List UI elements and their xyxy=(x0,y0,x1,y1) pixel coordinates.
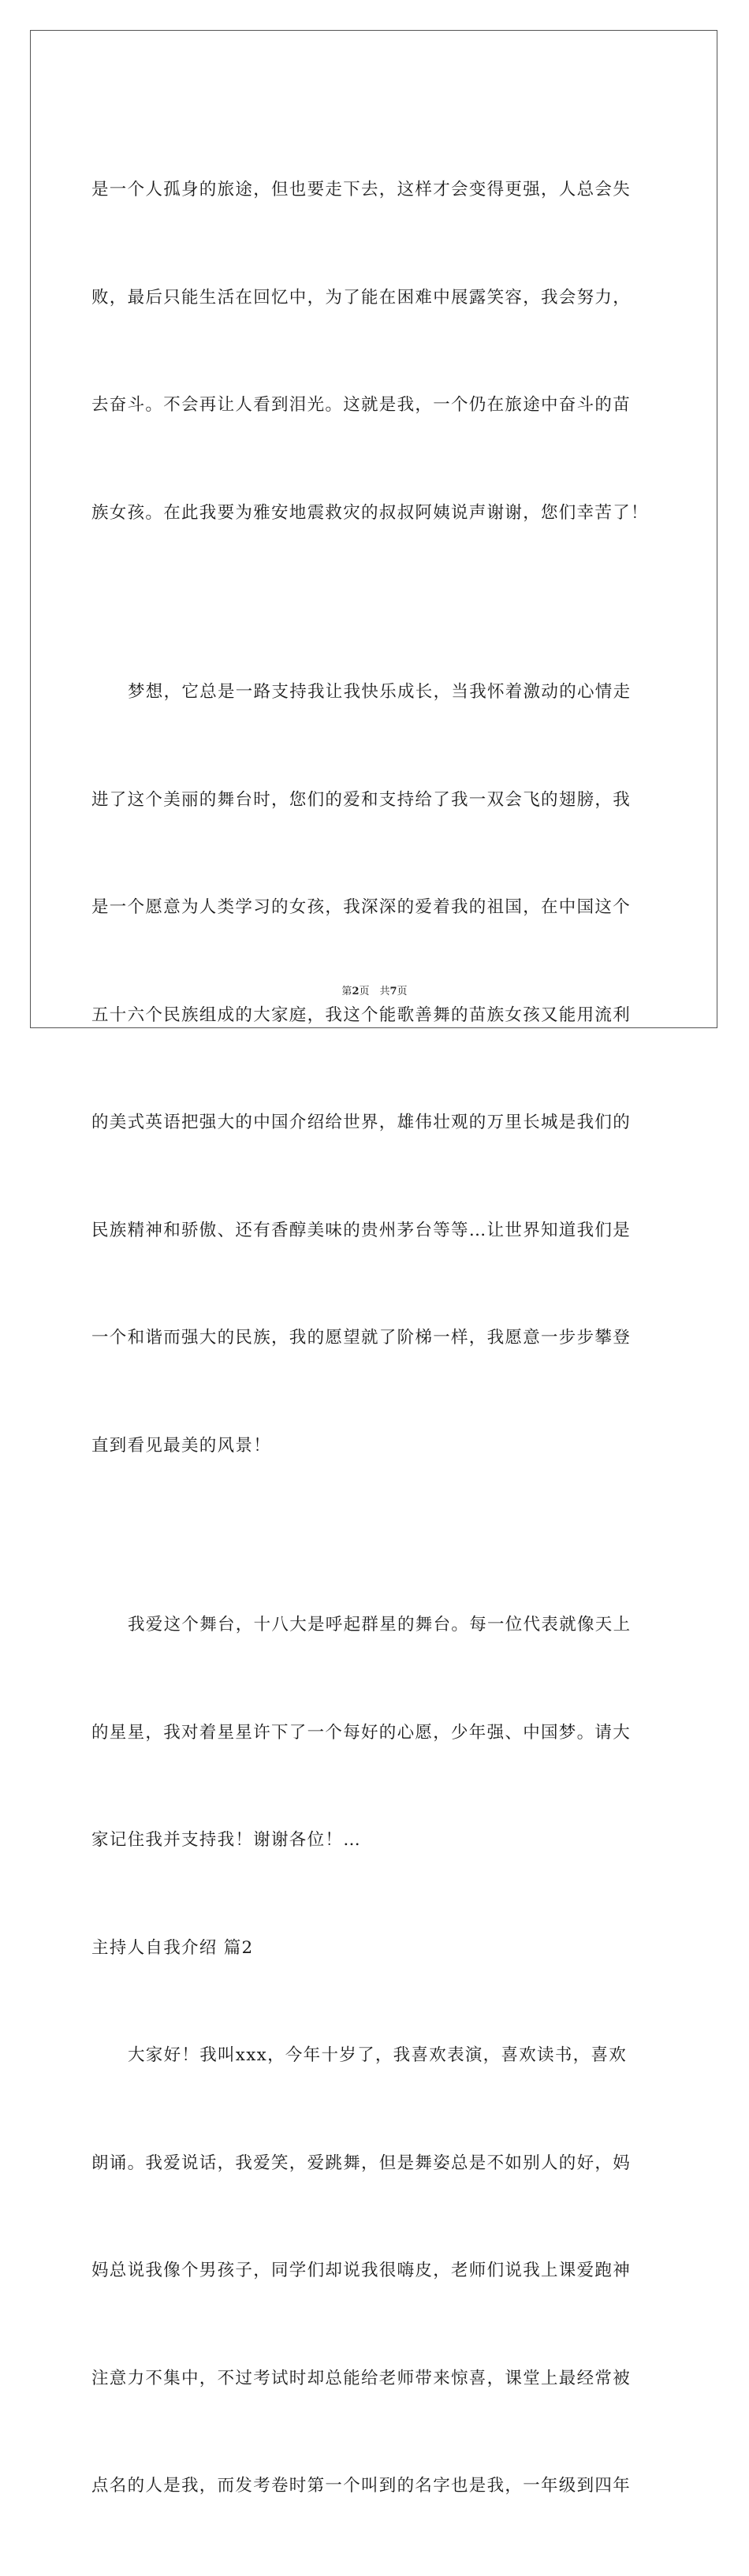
text-line: 是一个愿意为人类学习的女孩，我深深的爱着我的祖国，在中国这个 xyxy=(91,897,632,917)
text-line: 点名的人是我，而发考卷时第一个叫到的名字也是我，一年级到四年 xyxy=(91,2476,632,2496)
text-line: 进了这个美丽的舞台时，您们的爱和支持给了我一双会飞的翅膀，我 xyxy=(91,789,632,810)
footer-mid: 页 共 xyxy=(359,986,390,997)
text-line: 我爱这个舞台，十八大是呼起群星的舞台。每一位代表就像天上 xyxy=(128,1615,632,1635)
text-line: 家记住我并支持我！谢谢各位！… xyxy=(91,1830,362,1850)
footer-suffix: 页 xyxy=(397,986,408,997)
text-line: 的星星，我对着星星许下了一个每好的心愿，少年强、中国梦。请大 xyxy=(91,1722,632,1743)
text-line: 一个和谐而强大的民族，我的愿望就了阶梯一样，我愿意一步步攀登 xyxy=(91,1328,632,1348)
text-line: 族女孩。在此我要为雅安地震救灾的叔叔阿姨说声谢谢，您们幸苦了！ xyxy=(91,502,649,523)
text-line: 直到看见最美的风景！ xyxy=(91,1435,272,1456)
current-page-number: 2 xyxy=(352,986,360,997)
section-heading: 主持人自我介绍 篇2 xyxy=(91,1937,254,1958)
text-line: 的美式英语把强大的中国介绍给世界，雄伟壮观的万里长城是我们的 xyxy=(91,1113,632,1132)
total-pages-number: 7 xyxy=(389,986,397,997)
paragraph-2 xyxy=(91,602,659,1535)
document-body xyxy=(91,100,659,2576)
text-line: 去奋斗。不会再让人看到泪光。这就是我，一个仍在旅途中奋斗的苗 xyxy=(91,395,632,415)
text-line: 五十六个民族组成的大家庭，我这个能歌善舞的苗族女孩又能用流利 xyxy=(91,1005,632,1025)
text-line: 大家好！我叫xxx，今年十岁了，我喜欢表演，喜欢读书，喜欢 xyxy=(128,2045,628,2065)
text-line: 败，最后只能生活在回忆中，为了能在困难中展露笑容，我会努力， xyxy=(91,287,632,308)
footer-prefix: 第 xyxy=(341,986,352,997)
text-line: 梦想，它总是一路支持我让我快乐成长，当我怀着激动的心情走 xyxy=(128,682,632,702)
paragraph-1 xyxy=(91,100,659,602)
paragraph-4 xyxy=(91,1966,659,2576)
text-line: 妈总说我像个男孩子，同学们却说我很嗨皮，老师们说我上课爱跑神 xyxy=(91,2261,632,2280)
text-line: 是一个人孤身的旅途，但也要走下去，这样才会变得更强，人总会失 xyxy=(91,180,632,199)
text-line: 民族精神和骄傲、还有香醇美味的贵州茅台等等…让世界知道我们是 xyxy=(91,1220,632,1240)
text-line: 朗诵。我爱说话，我爱笑，爱跳舞，但是舞姿总是不如别人的好，妈 xyxy=(91,2153,632,2173)
text-line: 注意力不集中，不过考试时却总能给老师带来惊喜，课堂上最经常被 xyxy=(91,2368,632,2388)
paragraph-3 xyxy=(91,1535,659,1930)
page-footer xyxy=(0,982,749,997)
